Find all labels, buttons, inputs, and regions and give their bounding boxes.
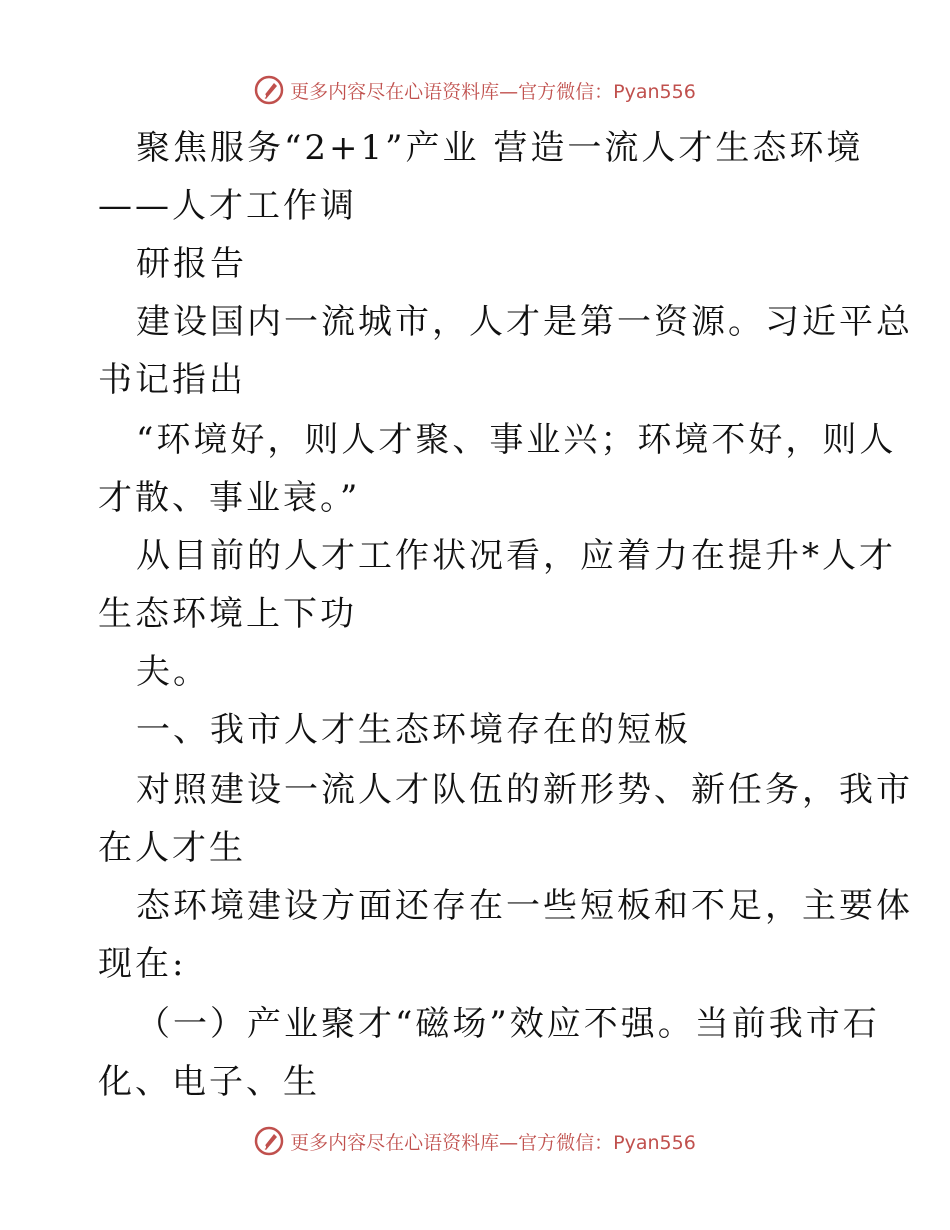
doc-line: （一）产业聚才“磁场”效应不强。当前我市石 — [136, 1004, 880, 1044]
doc-line: 生态环境上下功 — [98, 594, 357, 634]
doc-line: 夫。 — [136, 652, 210, 692]
doc-line: 化、电子、生 — [98, 1062, 320, 1102]
doc-line: 才散、事业衰。” — [98, 478, 361, 518]
pen-nib-circle-icon — [254, 75, 284, 105]
doc-line: 研报告 — [136, 244, 247, 284]
watermark-text: 更多内容尽在心语资料库—官方微信：Pyan556 — [290, 80, 696, 103]
doc-line: “环境好，则人才聚、事业兴；环境不好，则人 — [136, 420, 897, 460]
header-watermark — [0, 72, 950, 108]
pen-nib-circle-icon — [254, 1126, 284, 1156]
doc-line: 现在: — [98, 944, 187, 984]
doc-title-line-2: ——人才工作调 — [98, 186, 357, 226]
section-heading: 一、我市人才生态环境存在的短板 — [136, 710, 691, 750]
doc-title-line-1: 聚焦服务“2+1”产业 营造一流人才生态环境 — [136, 128, 864, 168]
doc-line: 对照建设一流人才队伍的新形势、新任务，我市 — [136, 770, 913, 810]
watermark-text: 更多内容尽在心语资料库—官方微信：Pyan556 — [290, 1131, 696, 1154]
doc-line: 态环境建设方面还存在一些短板和不足，主要体 — [136, 886, 913, 926]
doc-line: 书记指出 — [98, 360, 246, 400]
doc-line: 从目前的人才工作状况看，应着力在提升*人才 — [136, 536, 896, 576]
footer-watermark — [0, 1123, 950, 1159]
doc-line: 建设国内一流城市，人才是第一资源。习近平总 — [136, 302, 913, 342]
doc-line: 在人才生 — [98, 828, 246, 868]
